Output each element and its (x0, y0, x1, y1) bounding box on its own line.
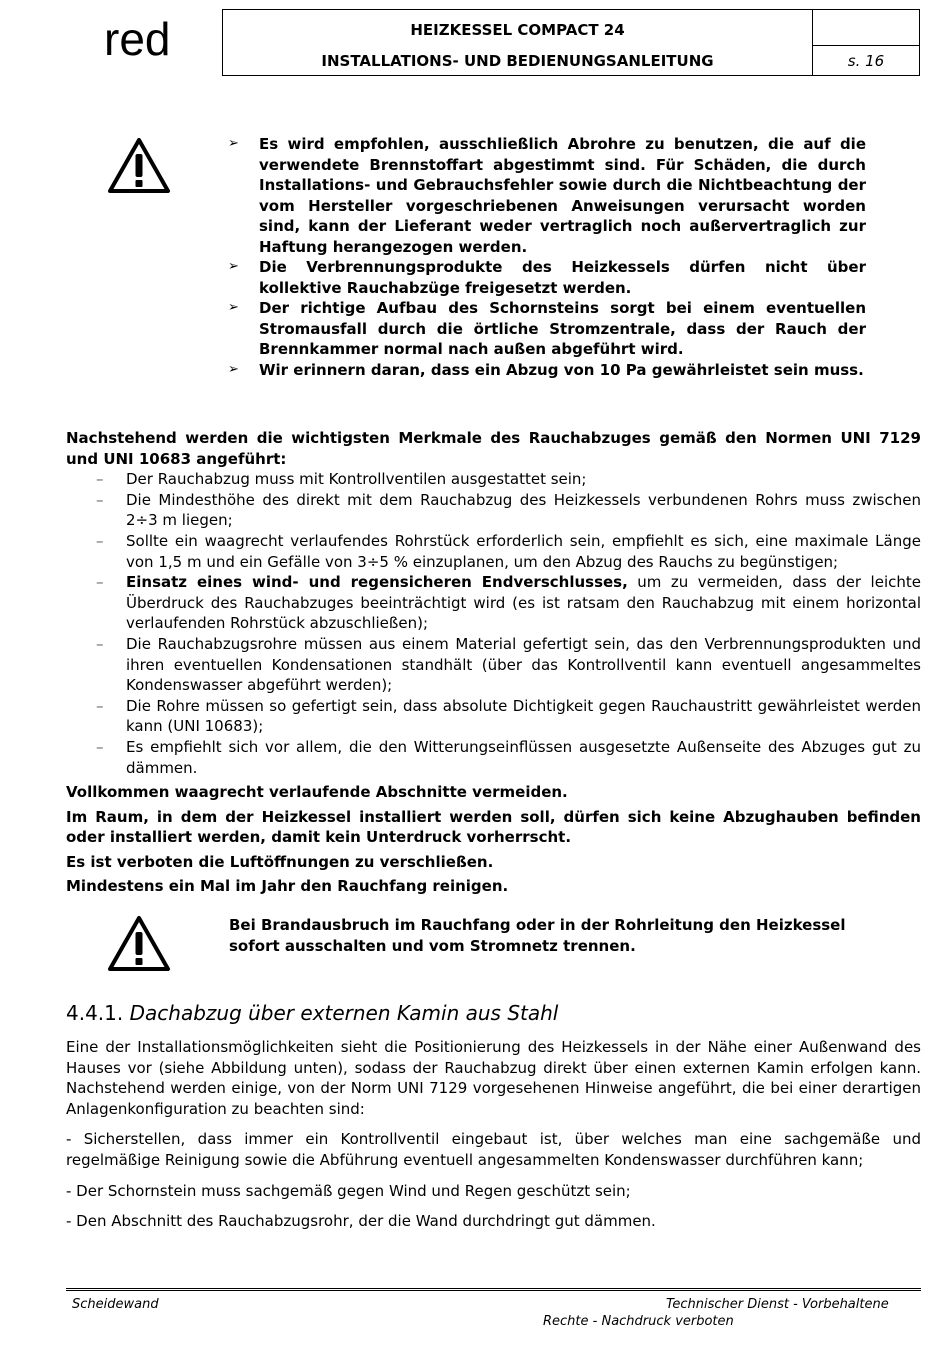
dash-bullet: – (96, 696, 104, 715)
dash-bullet: – (96, 573, 104, 592)
document-title: HEIZKESSEL COMPACT 24 (410, 21, 625, 39)
features-intro: Nachstehend werden die wichtigsten Merkmale des Rauchabzuges gemäß den Normen UNI 7129 und UNI 10683 angeführt: (66, 429, 921, 468)
feature-item-text: Die Mindesthöhe des direkt mit dem Rauchabzug des Heizkessels verbundenen Rohrs muss zwischen 2÷3 m liegen; (126, 490, 921, 530)
warning-item-text: Wir erinnern daran, dass ein Abzug von 10 Pa gewährleistet sein muss. (259, 360, 864, 379)
warning-item-text: Der richtige Aufbau des Schornsteins sorgt bei einem eventuellen Stromausfall durch die örtliche Stromzentrale, dass der Rauch der Brennkammer normal nach außen abgeführt wird. (259, 299, 866, 358)
flue-features-section (66, 428, 921, 897)
rule-text: Es ist verboten die Luftöffnungen zu verschließen. (66, 852, 494, 871)
section-body (66, 1037, 921, 1242)
section-number: 4.4.1. (66, 1001, 124, 1025)
footer-left-text: Scheidewand (72, 1297, 159, 1312)
footer-right-text: Technischer Dienst - Vorbehaltene (666, 1297, 889, 1312)
feature-item-text: um zu vermeiden, dass der leichte Überdruck des Rauchabzuges beeinträchtigt wird (es ist ratsam den Rauchabzug mit einem horizontal verlaufenden Rohrstück abzuschließen); (126, 573, 921, 633)
dash-bullet: – (96, 634, 104, 653)
feature-item-bold: Einsatz eines wind- und regensicheren Endverschlusses, (126, 573, 628, 592)
bullet-arrow-icon: ➢ (228, 361, 239, 377)
dash-bullet: – (96, 531, 104, 550)
section-heading (66, 1001, 558, 1025)
feature-item-text: Es empfiehlt sich vor allem, die den Witterungseinflüssen ausgesetzte Außenseite des Abzuges gut zu dämmen. (126, 737, 921, 777)
feature-item (66, 634, 921, 696)
body-paragraph: Eine der Installationsmöglichkeiten sieht die Positionierung des Heizkessels in der Nähe einer Außenwand des Hauses vor (siehe Abbildung unten), sodass der Rauchabzug direkt über einen externen Kamin erfolgen kann. Nachstehend werden einige, von der Norm UNI 7129 vorgesehenen Hinweise angeführt, die bei einer derartigen Anlagenkonfiguration zu beachten sind: (66, 1038, 921, 1118)
rule-text: Vollkommen waagrecht verlaufende Abschnitte vermeiden. (66, 783, 568, 802)
warning-item (228, 298, 866, 360)
dash-bullet: – (96, 490, 104, 509)
dash-bullet: – (96, 737, 104, 756)
bullet-arrow-icon: ➢ (228, 136, 239, 151)
feature-item (66, 531, 921, 572)
feature-item-text: Die Rauchabzugsrohre müssen aus einem Material gefertigt sein, das den Verbrennungsprodukten und ihren eventuellen Kondensationen standhält (über das Kontrollventil kann eventuell angesammeltes Kondenswasser abgeführt werden); (126, 634, 921, 695)
feature-item (66, 737, 921, 778)
body-paragraph: - Sicherstellen, dass immer ein Kontrollventil eingebaut ist, über welches man eine sachgemäße und regelmäßige Reinigung sowie die Abführung eventuell angesammelten Kondenswasser durchführen kann; (66, 1130, 921, 1169)
page-number: s. 16 (847, 52, 885, 70)
body-paragraph: - Den Abschnitt des Rauchabzugsrohr, der die Wand durchdringt gut dämmen. (66, 1212, 656, 1231)
feature-item-text: Die Rohre müssen so gefertigt sein, dass absolute Dichtigkeit gegen Rauchaustritt gewährleistet werden kann (UNI 10683); (126, 696, 921, 736)
footer-right-text: Rechte - Nachdruck verboten (543, 1314, 734, 1329)
document-subtitle: INSTALLATIONS- UND BEDIENUNGSANLEITUNG (321, 52, 714, 70)
feature-item (66, 696, 921, 737)
rule-text: Mindestens ein Mal im Jahr den Rauchfang reinigen. (66, 877, 509, 896)
feature-item (66, 469, 921, 490)
warning-triangle-icon (106, 136, 172, 194)
feature-item (66, 490, 921, 531)
rule-text: Im Raum, in dem der Heizkessel installiert werden soll, dürfen sich keine Abzughauben befinden oder installiert werden, damit kein Unterdruck vorherrscht. (66, 807, 921, 847)
feature-item-text: Der Rauchabzug muss mit Kontrollventilen ausgestattet sein; (126, 470, 587, 489)
bullet-arrow-icon: ➢ (228, 300, 239, 315)
feature-item-text: Sollte ein waagrecht verlaufendes Rohrstück erforderlich sein, empfiehlt es sich, eine maximale Länge von 1,5 m und ein Gefälle von 3÷5 % einzuplanen, um den Abzug des Rauchs zu begünstigen; (126, 531, 921, 571)
body-paragraph: - Der Schornstein muss sachgemäß gegen Wind und Regen geschützt sein; (66, 1181, 631, 1200)
section-title: Dachabzug über externen Kamin aus Stahl (129, 1001, 559, 1025)
footer-divider (66, 1290, 921, 1291)
warning-triangle-icon (106, 914, 172, 972)
warning-item (228, 257, 866, 298)
bullet-arrow-icon: ➢ (228, 259, 239, 274)
footer-divider (66, 1288, 921, 1289)
warning-item-text: Die Verbrennungsprodukte des Heizkessels dürfen nicht über kollektive Rauchabzüge freigesetzt werden. (259, 258, 866, 297)
warning-item (228, 360, 866, 381)
dash-bullet: – (96, 470, 104, 489)
features-list (66, 469, 921, 778)
warning-item (228, 134, 866, 257)
header-box (222, 9, 920, 76)
fire-warning-text: Bei Brandausbruch im Rauchfang oder in der Rohrleitung den Heizkessel sofort ausschalten und vom Stromnetz trennen. (229, 916, 846, 955)
warning-item-text: Es wird empfohlen, ausschließlich Abrohre zu benutzen, die auf die verwendete Brennstoffart abgestimmt sind. Für Schäden, die durch Installations- und Gebrauchsfehler sowie durch die Nichtbeachtung der vom Hersteller vorgeschriebenen Anweisungen verursacht worden sind, kann der Lieferant weder vertraglich noch außervertraglich zur Haftung herangezogen werden. (259, 135, 866, 256)
brand-logo: red (104, 13, 171, 65)
warning-list (228, 134, 866, 380)
feature-item (66, 572, 921, 634)
header-cell-divider (813, 45, 919, 46)
